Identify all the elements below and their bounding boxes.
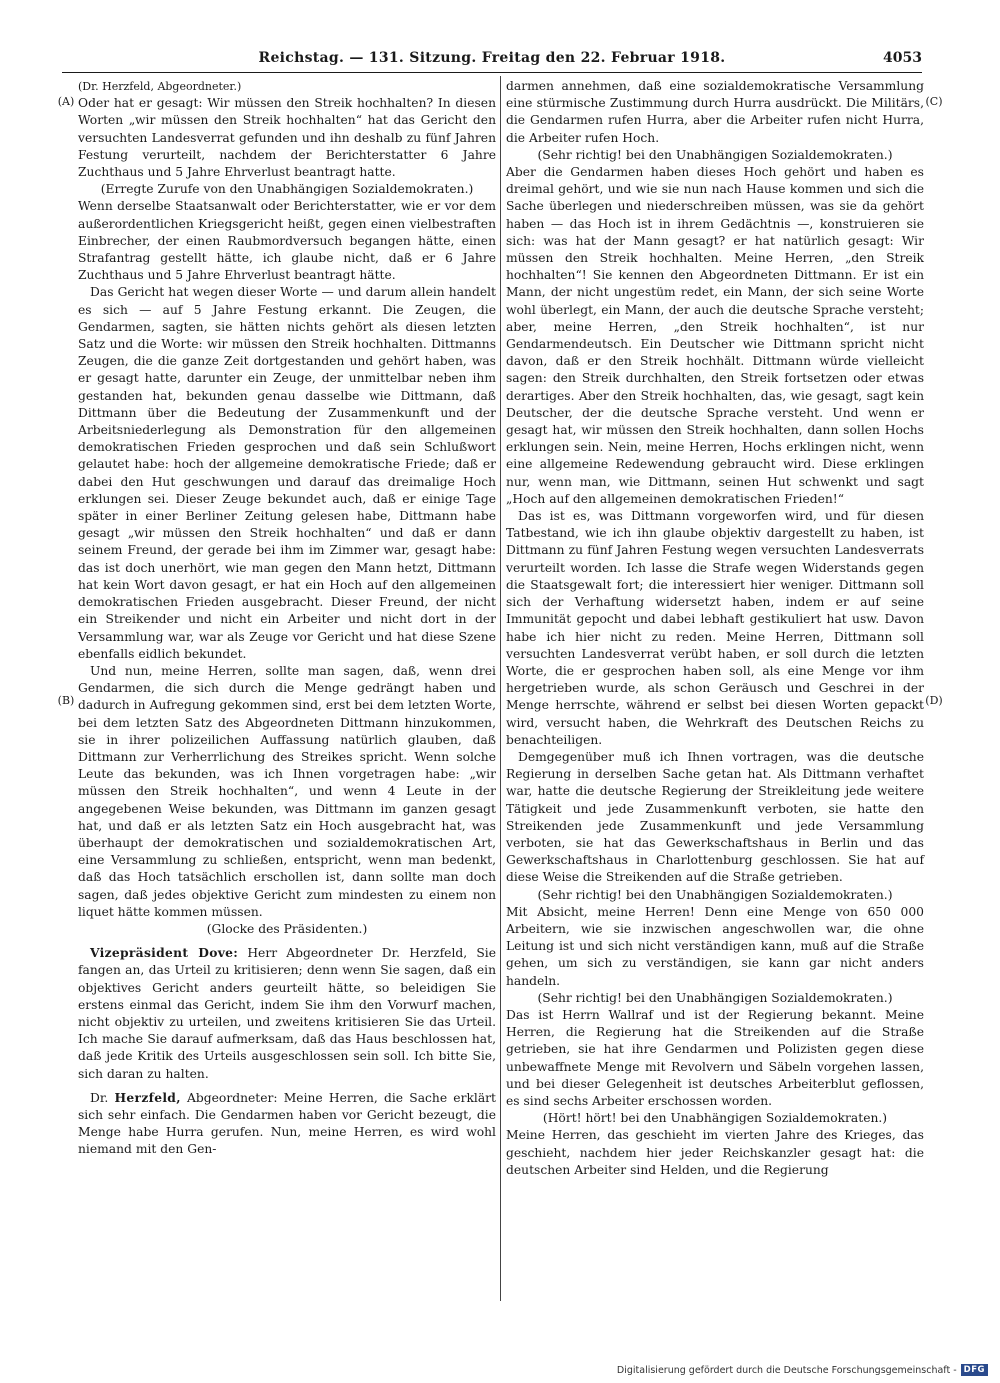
speech-text: Abgeordneter: Meine Herren, die Sache erklärt sich sehr einfach. Die Gendarmen haben vor Gericht bezeugt, die Menge habe Hurra gerufen. Nun, meine Herren, es wird wohl niemand mit den Gen- [78,1090,496,1157]
paragraph: Und nun, meine Herren, sollte man sagen, daß, wenn drei Gendarmen, die sich durch die Menge gedrängt haben und dadurch in Aufregung gekommen sind, erst bei dem letzten Worte, bei dem letzten Satz des Abgeordneten Dittmann hinzukommen, sie in ihrer polizeilichen Auffassung natürlich glauben, daß Dittmann zur Verherrlichung des Streikes spricht. Wenn solche Leute das bekunden, was ich Ihnen vorgetragen habe: „wir müssen den Streik hochhalten“, und wenn 4 Leute in der angegebenen Weise bekunden, was Dittmann im ganzen gesagt hat, und daß er als letzten Satz ein Hoch ausgebracht hat, was überhaupt der demokratischen und sozialdemokratischen Art, eine Versammlung zu schließen, entspricht, wenn man bedenkt, daß das Hoch tatsächlich erschollen ist, dann sollte man doch sagen, daß jedes objektive Gericht zum mindesten zu einem non liquet hätte kommen müssen. [78,663,496,919]
margin-marker-a: (A) [57,95,75,108]
speech-herzfeld [78,1089,496,1159]
header-rule [62,72,922,73]
paragraph: Das ist Herrn Wallraf und ist der Regierung bekannt. Meine Herren, die Regierung hat die Streikenden auf die Straße getrieben, sie hat ihre Gendarmen und Polizisten gegen diese unbewaffnete Menge mit Revolvern und Säbeln vorgehen lassen, und bei dieser Gelegenheit ist deutsches Arbeiterblut geflossen, es sind sechs Arbeiter erschossen worden. [506,1007,924,1108]
paragraph: Das ist es, was Dittmann vorgeworfen wird, und für diesen Tatbestand, wie ich ihn glaube objektiv dargestellt zu haben, ist Dittmann zu fünf Jahren Festung wegen versuchten Landesverrats verurteilt worden. Ich lasse die Strafe wegen Widerstands gegen die Staatsgewalt fort; die interessiert hier weniger. Dittmann soll sich der Verhaftung widersetzt haben, indem er auf seine Immunität gepocht und dabei lebhaft gestikuliert hat usw. Davon habe ich hier nicht zu reden. Meine Herren, Dittmann soll versuchten Landesverrat verübt haben, er soll durch die letzten Worte, die er gesprochen haben soll, als eine Menge vor ihm hergetrieben wurde, als schon Geräusch und Geschrei in der Menge herrschte, während er selbst bei diesen Worten gepackt wird, versucht haben, die Wehrkraft des Deutschen Reichs zu benachteiligen. [506,509,924,747]
speech-text: Herr Abgeordneter Dr. Herzfeld, Sie fangen an, das Urteil zu kritisieren; denn wenn Sie sagen, daß ein objektives Gericht anders geurteilt hätte, so beleidigen Sie erstens einmal das Gericht, indem Sie ihm den Vorwurf machen, nicht objektiv zu urteilen, und zweitens kritisieren Sie das Urteil. Ich mache Sie darauf aufmerksam, daß das Haus beschlossen hat, daß jede Kritik des Urteils ausgeschlossen sein soll. Ich bitte Sie, sich daran zu halten. [78,946,496,1081]
margin-marker-c: (C) [925,95,943,108]
paragraph: Demgegenüber muß ich Ihnen vortragen, was die deutsche Regierung in derselben Sache getan hat. Als Dittmann verhaftet war, hatte die deutsche Regierung der Streikleitung jede weitere Tätigkeit und jede Zusammenkunft verboten, sie hatte den Streikenden jede Zusammenkunft und jede Versammlung verboten, sie hat das Gewerkschaftshaus in Berlin und das Gewerkschaftshaus in Charlottenburg geschlossen. Sie hat auf diese Weise die Streikenden auf die Straße getrieben. [506,749,924,885]
footer-text: Digitalisierung gefördert durch die Deutsche Forschungsgemeinschaft - [616,1364,957,1376]
paragraph: Aber die Gendarmen haben dieses Hoch gehört und haben es dreimal gehört, und wie sie nun nach Hause kommen und sich die Sache überlegen und niederschreiben müssen, was sie da gehört haben — das Hoch ist in ihrem Gedächtnis —, konstruieren sie sich: was hat der Mann gesagt? er hat natürlich gesagt: Wir müssen den Streik hochhalten. Meine Herren, „den Streik hochhalten“! Sie kennen den Abgeordneten Dittmann. Er ist ein Mann, der nicht ungestüm redet, ein Mann, der sich seine Worte wohl überlegt, ein Mann, der auch die deutsche Sprache versteht; aber, meine Herren, „den Streik hochhalten“, ist nur Gendarmendeutsch. Ein Deutscher wie Dittmann spricht nicht davon, daß er den Streik hochhält. Dittmann würde vielleicht sagen: den Streik durchhalten, den Streik fortsetzen oder etwas derartiges. Aber den Streik hochhalten, das, wie gesagt, sagt kein Deutscher, der die deutsche Sprache versteht. Und wenn er gesagt hat, wir müssen den Streik hochhalten, dann sollen Hochs erklungen sein. Nein, meine Herren, Hochs erklingen nicht, wenn eine allgemeine Redewendung gebraucht wird. Diese erklingen nur, wenn man, wie Dittmann, seinen Hut schwenkt und sagt „Hoch auf den allgemeinen demokratischen Frieden!“ [506,165,924,506]
column-separator [500,76,501,1301]
paragraph: Oder hat er gesagt: Wir müssen den Streik hochhalten? In diesen Worten „wir müssen den Streik hochhalten“ hat das Gericht den versuchten Landesverrat gefunden und ihn deshalb zu fünf Jahren Festung verurteilt, nachdem der Berichterstatter 6 Jahre Zuchthaus und 5 Jahre Ehrverlust beantragt hatte. [78,96,496,180]
speech-vizepraesident [78,944,496,1083]
speaker-name: Herzfeld, [114,1089,181,1105]
speaker-title: Dr. [90,1090,109,1105]
paragraph: Mit Absicht, meine Herren! Denn eine Menge von 650 000 Arbeitern, wie sie inzwischen angeschwollen war, die ohne Leitung ist und sich nicht verständigen kann, muß auf die Straße gehen, um sich zu verständigen, sie kann gar nicht anders handeln. [506,904,924,988]
interjection: (Sehr richtig! bei den Unabhängigen Sozialdemokraten.) [537,990,893,1005]
dfg-logo-icon: DFG [961,1364,988,1376]
margin-marker-b: (B) [57,694,75,707]
interjection: (Glocke des Präsidenten.) [206,921,368,936]
interjection: (Sehr richtig! bei den Unabhängigen Sozialdemokraten.) [537,147,893,162]
digitization-footer [617,1364,988,1376]
speaker-name: Vizepräsident Dove: [90,945,239,961]
paragraph: Das Gericht hat wegen dieser Worte — und darum allein handelt es sich — auf 5 Jahre Festung erkannt. Die Zeugen, die Gendarmen, sagten, sie hätten nichts gehört als diesen letzten Satz und die Worte: wir müssen den Streik hochhalten. Dittmanns Zeugen, die die ganze Zeit dortgestanden und gehört haben, was er gesagt hatte, darunter ein Zeuge, der unmittelbar neben ihm gestanden hat, bekunden genau dasselbe wie Dittmann, daß Dittmann über die Bedeutung der Zusammenkunft und der Arbeitsniederlegung als Demonstration für den allgemeinen demokratischen Frieden gesprochen und daß sein Schlußwort gelautet habe: hoch der allgemeine demokratische Friede; daß er dabei den Hut geschwungen und darauf das dreimalige Hoch erklungen sei. Dieser Zeuge bekundet auch, daß er einige Tage später in einer Berliner Zeitung gelesen habe, Dittmann habe gesagt „wir müssen den Streik hochhalten“ und daß er dann seinem Freund, der gerade bei ihm im Zimmer war, gesagt habe: das ist doch unerhört, wie man gegen den Mann hetzt, Dittmann hat kein Wort davon gesagt, er hat ein Hoch auf den allgemeinen demokratischen Frieden ausgebracht. Dieser Freund, der nicht ein Streikender und nicht ein Arbeiter und nicht dort in der Versammlung war, war als Zeuge vor Gericht und hat diese Szene ebenfalls eidlich bekundet. [78,285,496,661]
page-title: Reichstag. — 131. Sitzung. Freitag den 22. Februar 1918. [258,50,726,66]
margin-marker-d: (D) [925,694,943,707]
left-column [78,78,496,1159]
paragraph: darmen annehmen, daß eine sozialdemokratische Versammlung eine stürmische Zustimmung durch Hurra ausdrückt. Die Militärs, die Gendarmen rufen Hurra, aber die Arbeiter rufen nicht Hurra, die Arbeiter rufen Hoch. [506,79,924,145]
interjection: (Erregte Zurufe von den Unabhängigen Sozialdemokraten.) [100,182,474,197]
interjection: (Sehr richtig! bei den Unabhängigen Sozialdemokraten.) [537,887,893,902]
right-column [506,78,924,1179]
page-header [62,50,922,72]
paragraph: Meine Herren, das geschieht im vierten Jahre des Krieges, das geschieht, nachdem hier jeder Reichskanzler gesagt hat: die deutschen Arbeiter sind Helden, und die Regierung [506,1128,924,1177]
paragraph: Wenn derselbe Staatsanwalt oder Berichterstatter, wie er vor dem außerordentlichen Kriegsgericht heißt, gegen einen vielbestraften Einbrecher, der einen Raubmordversuch begangen hätte, einen Strafantrag gestellt hätte, ich glaube nicht, daß er 6 Jahre Zuchthaus und 5 Jahre Ehrverlust beantragt hätte. [78,199,496,283]
page-number: 4053 [883,50,922,66]
running-head: (Dr. Herzfeld, Abgeordneter.) [78,80,242,93]
interjection: (Hört! hört! bei den Unabhängigen Sozialdemokraten.) [542,1111,888,1126]
